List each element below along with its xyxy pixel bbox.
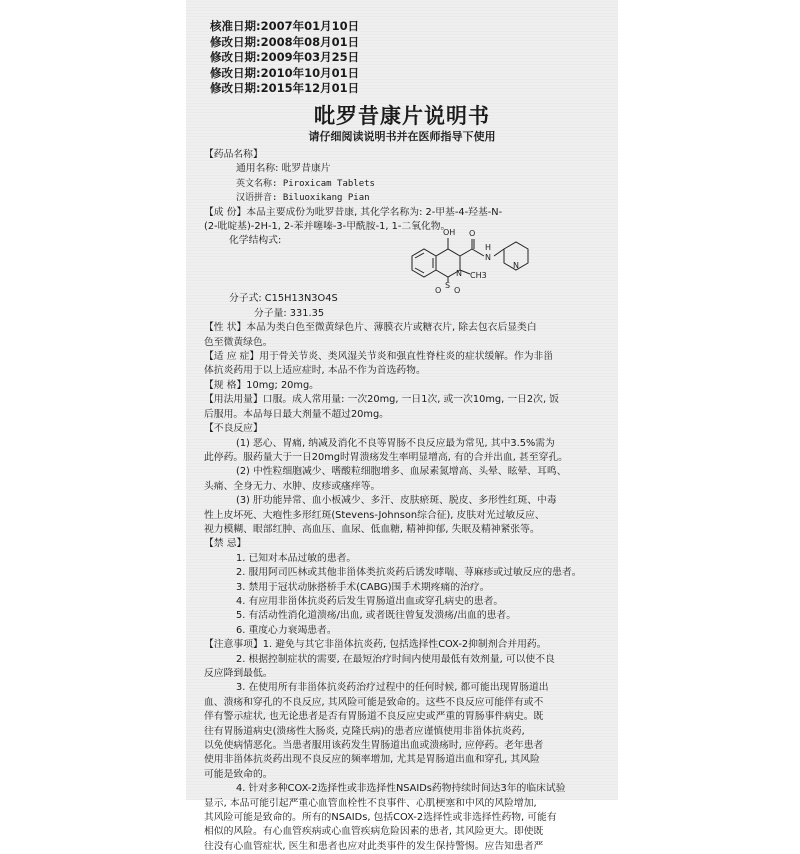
contraindication-item: 2. 服用阿司匹林或其他非甾体类抗炎药后诱发哮喘、荨麻疹或过敏反应的患者。: [236, 567, 582, 579]
properties-line: 色至微黄绿色。: [204, 336, 273, 348]
structure-label: 化学结构式:: [229, 235, 282, 247]
precautions-line: 3. 在使用所有非甾体抗炎药治疗过程中的任何时候, 都可能出现胃肠道出: [236, 682, 549, 694]
properties-line: 【性 状】本品为类白色至微黄绿色片、薄膜衣片或糖衣片, 除去包衣后显类白: [204, 322, 537, 334]
precautions-line: 显示, 本品可能引起严重心血管血栓性不良事件、心肌梗塞和中风的风险增加,: [204, 797, 537, 809]
english-name: 英文名称: Piroxicam Tablets: [236, 178, 375, 189]
revision-dates: [210, 19, 359, 97]
atom-label: N: [485, 253, 491, 263]
indications-line: 【适 应 症】用于骨关节炎、类风湿关节炎和强直性脊柱炎的症状缓解。作为非甾: [204, 351, 554, 363]
atom-label: H: [485, 243, 492, 253]
composition-line: (2-吡啶基)-2H-1, 2-苯并噻嗪-3-甲酰胺-1, 1-二氧化物。: [204, 221, 451, 233]
precautions-line: 【注意事项】1. 避免与其它非甾体抗炎药, 包括选择性COX-2抑制剂合并用药。: [204, 639, 547, 651]
precautions-line: 4. 针对多种COX-2选择性或非选择性NSAIDs药物持续时间达3年的临床试验: [236, 783, 566, 795]
atom-label: S: [445, 281, 451, 291]
generic-name: 通用名称: 吡罗昔康片: [236, 163, 331, 175]
contraindication-item: 6. 重度心力衰竭患者。: [236, 624, 337, 636]
precautions-line: 往有胃肠道病史(溃疡性大肠炎, 克隆氏病)的患者应谨慎使用非甾体抗炎药,: [204, 725, 525, 737]
specification-line: 【规 格】10mg; 20mg。: [204, 379, 319, 391]
precautions-line: 其风险可能是致命的。所有的NSAIDs, 包括COX-2选择性或非选择性药物, 可能有: [204, 812, 557, 824]
adverse-line: 头痛、全身无力、水肿、皮疹或瘙痒等。: [204, 480, 381, 492]
atom-label: N: [513, 261, 519, 271]
precautions-line: 2. 根据控制症状的需要, 在最短治疗时间内使用最低有效剂量, 可以使不良: [236, 653, 555, 665]
contraindication-item: 3. 禁用于冠状动脉搭桥手术(CABG)围手术期疼痛的治疗。: [236, 581, 490, 593]
document-subtitle: 请仔细阅读说明书并在医师指导下使用: [308, 130, 496, 143]
date-row: 修改日期:2009年03月25日: [210, 50, 360, 64]
composition-line: 【成 份】本品主要成份为吡罗昔康, 其化学名称为: 2-甲基-4-羟基-N-: [204, 206, 503, 218]
adverse-line: 视力模糊、眼部红肿、高血压、血尿、低血糖, 精神抑郁, 失眠及精神紧张等。: [204, 523, 540, 535]
contraindication-item: 5. 有活动性消化道溃疡/出血, 或者既往曾复发溃疡/出血的患者。: [236, 610, 517, 622]
contraindication-item: 4. 有应用非甾体抗炎药后发生胃肠道出血或穿孔病史的患者。: [236, 595, 504, 607]
molecular-formula: 分子式: C15H13N3O4S: [229, 293, 338, 305]
leaflet-page: [186, 0, 618, 852]
date-row: 核准日期:2007年01月10日: [210, 19, 360, 33]
chemical-structure-block: [204, 228, 606, 296]
molecular-weight: 分子量: 331.35: [254, 307, 325, 319]
section-heading-adverse: 【不良反应】: [204, 423, 263, 435]
dosage-line: 后服用。本品每日最大剂量不超过20mg。: [204, 408, 389, 420]
precautions-line: 相似的风险。有心血管疾病或心血管疾病危险因素的患者, 其风险更大。即使既: [204, 826, 544, 838]
indications-line: 体抗炎药用于以上适应症时, 本品不作为首选药物。: [204, 365, 426, 377]
precautions-line: 伴有警示症状, 也无论患者是否有胃肠道不良反应史或严重的胃肠事件病史。既: [204, 711, 544, 723]
contraindication-item: 1. 已知对本品过敏的患者。: [236, 552, 357, 564]
precautions-line: 往没有心血管症状, 医生和患者也应对此类事件的发生保持警惕。应告知患者严: [204, 840, 544, 852]
atom-label: O: [435, 286, 442, 296]
section-heading-drug-name: 【药品名称】: [204, 149, 263, 160]
precautions-line: 反应降到最低。: [204, 668, 273, 679]
date-row: 修改日期:2015年12月01日: [210, 81, 360, 95]
atom-label: O: [469, 229, 476, 239]
precautions-line: 使用非甾体抗炎药出现不良反应的频率增加, 尤其是胃肠道出血和穿孔, 其风险: [204, 754, 540, 766]
document-title: 吡罗昔康片说明书: [314, 104, 490, 128]
date-row: 修改日期:2008年08月01日: [210, 34, 360, 49]
adverse-line: 性上皮坏死、大疱性多形红斑(Stevens-Johnson综合征), 皮肤对光过敏反应、: [204, 509, 545, 521]
adverse-line: (3) 肝功能异常、血小板减少、多汗、皮肤瘀斑、脱皮、多形性红斑、中毒: [236, 495, 557, 507]
precautions-line: 血、溃疡和穿孔的不良反应, 其风险可能是致命的。这些不良反应可能伴有或不: [204, 696, 544, 708]
leaflet-body: [204, 148, 606, 854]
chemical-structure-diagram: [404, 224, 554, 294]
atom-label: CH3: [470, 271, 487, 281]
section-heading-contraindications: 【禁 忌】: [204, 538, 247, 550]
precautions-line: 以免使病情恶化。当患者服用该药发生胃肠道出血或溃疡时, 应停药。老年患者: [204, 740, 544, 752]
precautions-line: 可能是致命的。: [204, 768, 273, 780]
date-row: 修改日期:2010年10月01日: [210, 65, 360, 80]
adverse-line: 此停药。服药量大于一日20mg时胃溃疡发生率明显增高, 有的合并出血, 甚至穿孔。: [204, 451, 568, 463]
atom-label: N: [456, 269, 462, 279]
atom-label: O: [454, 286, 461, 296]
adverse-line: (2) 中性粒细胞减少、嗜酸粒细胞增多、血尿素氮增高、头晕、眩晕、耳鸣、: [236, 466, 567, 478]
dosage-line: 【用法用量】口服。成人常用量: 一次20mg, 一日1次, 或一次10mg, 一日2次, 饭: [204, 394, 559, 406]
atom-label: OH: [443, 228, 456, 238]
adverse-line: (1) 恶心、胃痛, 纳减及消化不良等胃肠不良反应最为常见, 其中3.5%需为: [236, 437, 555, 449]
pinyin-name: 汉语拼音: Biluoxikang Pian: [236, 193, 370, 204]
